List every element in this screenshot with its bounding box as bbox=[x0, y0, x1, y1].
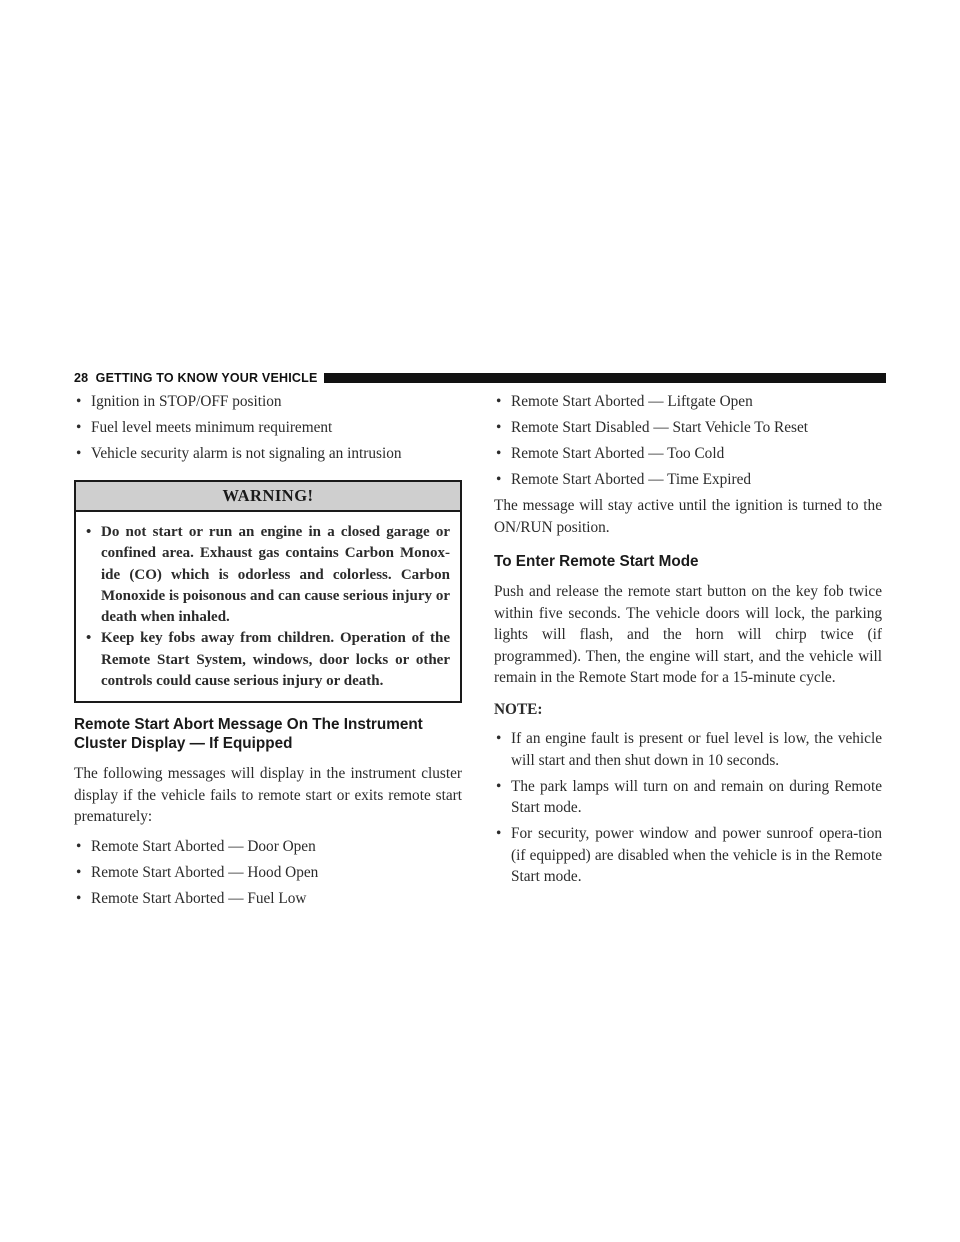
bullet-icon: • bbox=[496, 393, 502, 410]
bullet-icon: • bbox=[76, 863, 82, 881]
note-item: • If an engine fault is present or fuel level is low, the vehicle will start and then shut down in 10 seconds. bbox=[494, 728, 882, 771]
page-number: 28 bbox=[74, 371, 89, 385]
list-item: • Remote Start Aborted — Hood Open bbox=[74, 862, 462, 884]
bullet-icon: • bbox=[496, 730, 502, 747]
bullet-icon: • bbox=[496, 445, 502, 462]
list-item: • Remote Start Aborted — Time Expired bbox=[494, 469, 882, 491]
warning-item: • Keep key fobs away from children. Operation of the Remote Start System, windows, door locks or other controls could cause serious injury or death. bbox=[84, 628, 450, 692]
page-number-and-section bbox=[74, 371, 318, 385]
note-item: • For security, power window and power sunroof opera-tion (if equipped) are disabled when the vehicle is in the Remote Start mode. bbox=[494, 823, 882, 888]
warning-body bbox=[76, 512, 460, 701]
list-item: • Remote Start Aborted — Too Cold bbox=[494, 443, 882, 465]
list-item: • Remote Start Aborted — Liftgate Open bbox=[494, 391, 882, 413]
list-item: • Ignition in STOP/OFF position bbox=[74, 391, 462, 413]
right-column bbox=[494, 391, 882, 892]
warning-box bbox=[74, 480, 462, 704]
warning-title: WARNING! bbox=[76, 482, 460, 513]
bullet-icon: • bbox=[76, 837, 82, 855]
list-item: • Remote Start Aborted — Door Open bbox=[74, 836, 462, 858]
note-label: NOTE: bbox=[494, 700, 543, 718]
section-heading: Remote Start Abort Message On The Instrument Cluster Display — If Equipped bbox=[74, 716, 423, 753]
section-title: GETTING TO KNOW YOUR VEHICLE bbox=[95, 371, 318, 385]
header-rule bbox=[324, 373, 887, 383]
body-paragraph: Push and release the remote start button on the key fob twice within five seconds. The vehicle doors will lock, the parking lights will flash, and the horn will chirp twice (if programmed). Then, the engine will start, and the vehicle will remain in the Remote Start mode for a 15-minute cycle. bbox=[494, 583, 882, 686]
list-item: • Remote Start Aborted — Fuel Low bbox=[74, 888, 462, 910]
body-paragraph: The message will stay active until the ignition is turned to the ON/RUN position. bbox=[494, 497, 882, 536]
bullet-icon: • bbox=[496, 825, 502, 842]
bullet-icon: • bbox=[86, 630, 92, 647]
body-paragraph: The following messages will display in the instrument cluster display if the vehicle fails to remote start or exits remote start prematurely: bbox=[74, 765, 462, 826]
warning-item: • Do not start or run an engine in a closed garage or confined area. Exhaust gas contains Carbon Monox-ide (CO) which is odorless and colorless. Carbon Monoxide is poisonous and can cause serious injury or death when inhaled. bbox=[84, 522, 450, 628]
bullet-icon: • bbox=[76, 419, 82, 436]
note-item: • The park lamps will turn on and remain on during Remote Start mode. bbox=[494, 776, 882, 819]
bullet-icon: • bbox=[496, 471, 502, 488]
bullet-icon: • bbox=[76, 889, 82, 907]
section-heading: To Enter Remote Start Mode bbox=[494, 553, 699, 570]
list-item: • Remote Start Disabled — Start Vehicle To Reset bbox=[494, 417, 882, 439]
bullet-icon: • bbox=[76, 393, 82, 410]
bullet-icon: • bbox=[496, 777, 502, 795]
bullet-icon: • bbox=[86, 524, 92, 540]
left-column bbox=[74, 391, 462, 914]
bullet-icon: • bbox=[76, 445, 82, 462]
list-item: • Vehicle security alarm is not signaling an intrusion bbox=[74, 443, 462, 465]
page-header bbox=[74, 369, 886, 387]
bullet-icon: • bbox=[496, 419, 502, 436]
list-item: • Fuel level meets minimum requirement bbox=[74, 417, 462, 439]
